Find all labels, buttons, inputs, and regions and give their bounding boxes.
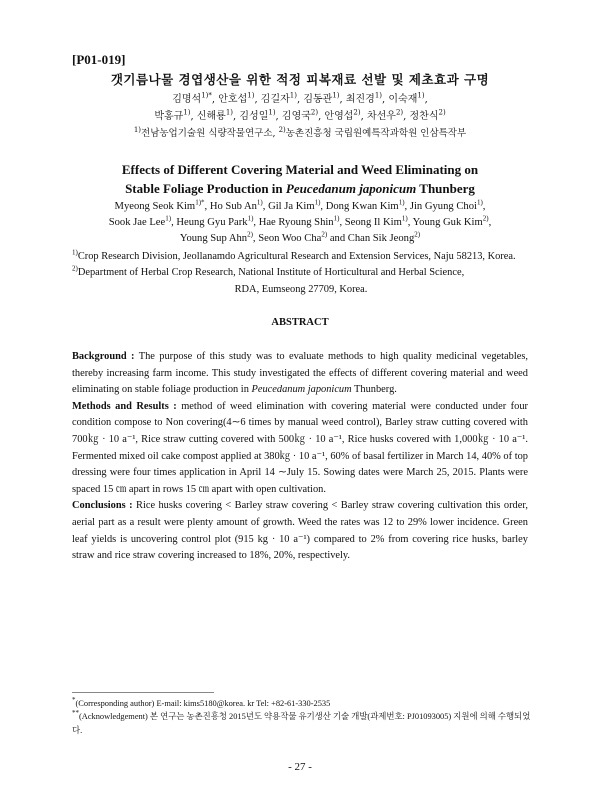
affiliation-2b: RDA, Eumseong 27709, Korea. bbox=[234, 283, 368, 295]
conclusions-text: Rice husks covering < Barley straw covering < Barley straw covering cultivation this order, aerial part as a result were plenty amount of growth. Weed the rates was 12 to 29% lower incidence. Green leaf yields is uncovering control plot (915 kg · 10 a⁻¹) compared to 2% from covering rice husks, barley straw and rice straw covering increased to 18%, 20%, respectively. bbox=[72, 500, 528, 562]
footnote-corresponding: *(Corresponding author) E-mail: kims5180@korea. kr Tel: +82-61-330-2535 bbox=[72, 696, 331, 708]
korean-affiliation: $^{1)}$전남농업기술원 식량작물연구소, $^{2)}$농촌진흥청 국립원예특작과학원 인삼특작부 bbox=[133, 125, 467, 139]
korean-authors-line-2: 박홍규$^{1)}$, 신해룡$^{1)}$, 김성일$^{1)}$, 김영국$^{2)}$, 안영섭$^{2)}$, 차선우$^{2)}$, 정찬식$^{2)}$ bbox=[154, 108, 446, 122]
korean-authors-line-1: 김명석$^{1)*}$, 안호섭$^{1)}$, 김길자$^{1)}$, 김동관$^{1)}$, 최진경$^{1)}$, 이숙재$^{1)}$, bbox=[172, 91, 428, 105]
english-title-line-1: Effects of Different Covering Material and Weed Eliminating on bbox=[121, 162, 479, 177]
english-authors-line-1: Myeong Seok Kim$^{1)*}$, Ho Sub An$^{1)}$, Gil Ja Kim$^{1)}$, Dong Kwan Kim$^{1)}$, Jin Gyung Choi$^{1)}$, bbox=[114, 198, 486, 212]
background-paragraph bbox=[72, 349, 528, 399]
affiliation-1: $^{1)}$Crop Research Division, Jeollanamdo Agricultural Research and Extension Services, Naju 58213, Korea. bbox=[72, 248, 516, 262]
paper-code: [P01-019] bbox=[72, 52, 126, 67]
background-text: The purpose of this study was to evaluate methods to high quality medicinal vegetables, thereby increasing farm income. This study investigated the effects of different covering material and weed eliminating on stable foliage production in bbox=[72, 351, 528, 396]
title-text: Stable Foliage Production in bbox=[125, 181, 286, 196]
title-text-tail: Thunberg bbox=[416, 181, 475, 196]
page-number: - 27 - bbox=[288, 761, 312, 773]
english-affiliations bbox=[72, 249, 530, 298]
abstract-body bbox=[72, 349, 528, 565]
footnote-acknowledgement: **(Acknowledgement) 본 연구는 농촌진흥청 2015년도 약용작물 유기생산 기술 개발(과제번호: PJ01093005) 지원에 의해 수행되었다. bbox=[72, 709, 531, 735]
footnote-divider bbox=[72, 692, 214, 693]
korean-title: 갯기름나물 경엽생산을 위한 적정 피복재료 선발 및 제초효과 구명 bbox=[110, 72, 490, 87]
english-authors-line-2: Sook Jae Lee$^{1)}$, Heung Gyu Park$^{1)}$, Hae Ryoung Shin$^{1)}$, Seong Il Kim$^{1)}$, Young Guk Kim$^{2)}$, bbox=[108, 214, 492, 229]
english-title bbox=[40, 160, 560, 198]
methods-text: method of weed elimination with covering material were conducted under four condition compose to Non covering(4∼6 times by manual weed control), Barley straw cutting covered with 700㎏ · 10 a⁻¹, Rice straw cutting covered with 500㎏ · 10 a⁻¹, Rice husks covered with 1,000㎏ · 10 a⁻¹. Fermented mixed oil cake compost applied at 380㎏ · 10 a⁻¹, 60% of basal fertilizer in March 14, 40% of top dressing were four times application in April 14 ∼July 15. Sowing dates were March 25, 2015. Plants were spaced 15 ㎝ apart in rows 15 ㎝ apart with open cultivation. bbox=[72, 400, 528, 495]
methods-paragraph bbox=[72, 399, 528, 499]
background-tail: Thunberg. bbox=[351, 384, 397, 396]
methods-label: Methods and Results : bbox=[72, 400, 177, 412]
english-authors-line-3: Young Sup Ahn$^{2)}$, Seon Woo Cha$^{2)}$ and Chan Sik Jeong$^{2)}$ bbox=[179, 230, 421, 245]
title-species: Peucedanum japonicum bbox=[285, 181, 417, 196]
english-title-line-2 bbox=[40, 179, 560, 198]
english-authors bbox=[62, 199, 538, 248]
abstract-heading: ABSTRACT bbox=[271, 317, 329, 328]
conclusions-paragraph bbox=[72, 498, 528, 564]
korean-authors bbox=[40, 91, 560, 125]
background-label: Background : bbox=[72, 351, 135, 362]
background-species: Peucedanum japonicum bbox=[251, 384, 352, 396]
affiliation-2a: $^{2)}$Department of Herbal Crop Research, National Institute of Horticultural and Herbal Science, bbox=[72, 264, 465, 279]
conclusions-label: Conclusions : bbox=[72, 500, 133, 512]
footnotes bbox=[72, 697, 532, 737]
